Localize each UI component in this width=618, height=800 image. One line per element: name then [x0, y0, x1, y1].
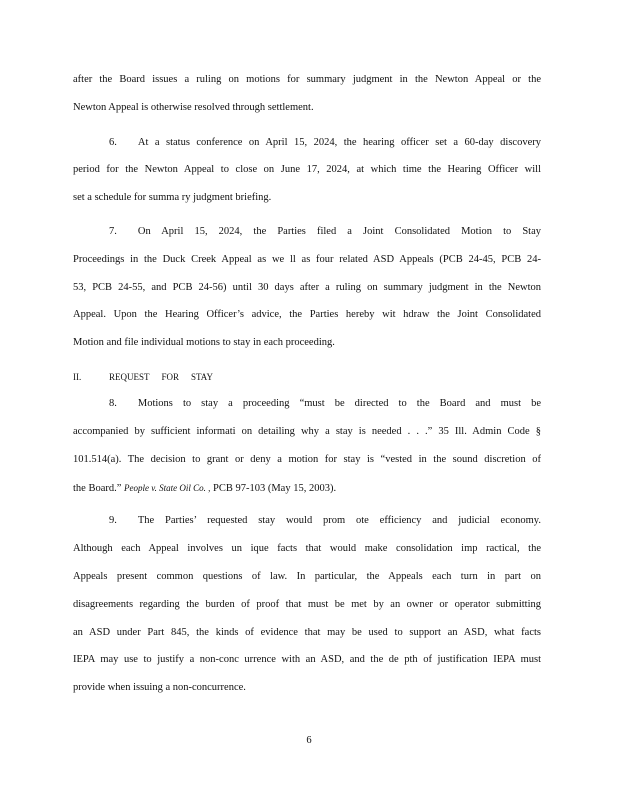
text-line: 101.514(a). The decision to grant or deny a motion for stay is “vested in the sound discretion of	[73, 454, 541, 465]
text-line: accompanied by sufficient informati on detailing why a stay is needed . . .” 35 Ill. Admin Code §	[73, 426, 541, 437]
text-line: set a schedule for summa ry judgment briefing.	[73, 192, 272, 203]
paragraph-8-start: 8. Motions to stay a proceeding “must be directed to the Board and must be	[109, 398, 541, 409]
page-number: 6	[306, 735, 312, 746]
text-line: Appeals present common questions of law. In particular, the Appeals each turn in part on	[73, 571, 541, 582]
citation-line	[73, 481, 541, 496]
section-heading	[73, 370, 225, 384]
paragraph-6-start: 6. At a status conference on April 15, 2024, the hearing officer set a 60-day discovery	[109, 137, 541, 148]
text-line: 53, PCB 24-55, and PCB 24-56) until 30 days after a ruling on summary judgment in the Newton	[73, 282, 541, 293]
paragraph-7-start: 7. On April 15, 2024, the Parties filed a Joint Consolidated Motion to Stay	[109, 226, 541, 237]
case-citation: People v. State Oil Co. ,	[124, 483, 211, 493]
text-line: Motion and file individual motions to stay in each proceeding.	[73, 337, 335, 348]
text-line: period for the Newton Appeal to close on June 17, 2024, at which time the Hearing Officer will	[73, 164, 541, 175]
heading-word: REQUEST	[109, 372, 150, 382]
text-line: Appeal. Upon the Hearing Officer’s advice, the Parties hereby wit hdraw the Joint Consolidated	[73, 309, 541, 320]
heading-word: FOR	[161, 372, 180, 382]
text-line: IEPA may use to justify a non-conc urrence with an ASD, and the de pth of justification IEPA must	[73, 654, 541, 665]
text-line: disagreements regarding the burden of proof that must be met by an owner or operator submitting	[73, 599, 541, 610]
citation-suffix: PCB 97-103 (May 15, 2003).	[212, 483, 337, 494]
heading-word: STAY	[191, 372, 213, 382]
citation-prefix: the Board.”	[73, 483, 122, 494]
text-line: after the Board issues a ruling on motions for summary judgment in the Newton Appeal or the	[73, 74, 541, 85]
text-line: provide when issuing a non-concurrence.	[73, 682, 246, 693]
paragraph-9-start: 9. The Parties’ requested stay would prom ote efficiency and judicial economy.	[109, 515, 541, 526]
text-line: an ASD under Part 845, the kinds of evidence that may be used to support an ASD, what facts	[73, 627, 541, 638]
section-number: II.	[73, 372, 82, 382]
text-line: Although each Appeal involves un ique facts that would make consolidation imp ractical, the	[73, 543, 541, 554]
text-line: Proceedings in the Duck Creek Appeal as we ll as four related ASD Appeals (PCB 24-45, PCB 24-	[73, 254, 541, 265]
text-line: Newton Appeal is otherwise resolved through settlement.	[73, 102, 314, 113]
